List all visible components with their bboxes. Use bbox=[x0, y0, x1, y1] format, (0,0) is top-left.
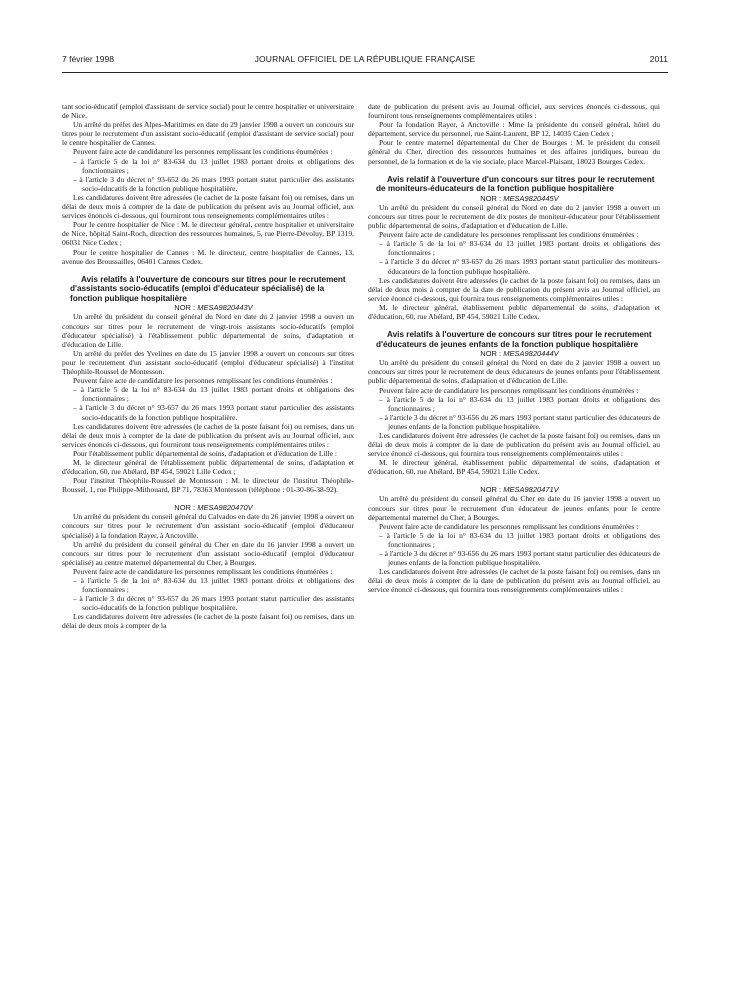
nor-reference: NOR : MESA9820444V bbox=[480, 349, 559, 359]
list-item: – à l'article 3 du décret n° 93-656 du 26 mars 1993 portant statut particulier des éducateurs de jeunes enfants de la fonction publique hospitalière. bbox=[379, 549, 660, 568]
list-item: – à l'article 5 de la loi n° 83-634 du 13 juillet 1983 portant droits et obligations des fonctionnaires ; bbox=[73, 576, 354, 595]
left-column bbox=[62, 102, 354, 631]
nor-reference: NOR : MESA9820445V bbox=[480, 193, 559, 203]
paragraph: Un arrêté du préfet des Alpes-Maritimes en date du 29 janvier 1998 a ouvert un concours sur titres pour le recrutement d'un assistant socio-éducatif (emploi d'assistant de service social) pour le centre hospitalier de Cannes. bbox=[62, 120, 354, 148]
paragraph: M. le directeur général de l'établissement public départemental de soins, d'adaptation et d'éducation, 60, rue Abélard, BP 454, 59021 Lille Cedex ; bbox=[62, 457, 354, 477]
page-header bbox=[62, 54, 668, 70]
paragraph: M. le directeur général, établissement public départemental de soins, d'adaptation et d'éducation, 60, rue Abélard, BP 454, 59021 Lille Cedex. bbox=[368, 458, 660, 477]
nor-reference: NOR : MESA9820443V bbox=[174, 303, 253, 313]
page-number: 2011 bbox=[649, 54, 668, 64]
paragraph: Peuvent faire acte de candidature les personnes remplissant les conditions énumérées : bbox=[73, 566, 333, 576]
issue-date: 7 février 1998 bbox=[62, 54, 114, 64]
paragraph: Les candidatures doivent être adressées (le cachet de la poste faisant foi) ou remises, dans un délai de deux mois à compter de la date de publication du présent avis au Journal officiel, aux services énoncés ci-dessous, qui fourniront tous renseignements complémentaires utiles : bbox=[62, 421, 354, 449]
list-item: – à l'article 3 du décret n° 93-652 du 26 mars 1993 portant statut particulier des assistants socio-éducatifs de la fonction publique hospitalière. bbox=[73, 174, 354, 193]
section-title: Avis relatifs à l'ouverture de concours sur titres pour le recrutement d'éducateurs de jeunes enfants de la fonction publique hospitalière bbox=[376, 330, 652, 349]
list-item: – à l'article 3 du décret n° 93-657 du 26 mars 1993 portant statut particulier des assistants socio-éducatifs de la fonction publique hospitalière. bbox=[73, 403, 354, 422]
paragraph: Un arrêté du président du conseil général du Cher en date du 16 janvier 1998 a ouvert un concours sur titres pour le recrutement d'un assistant socio-éducatif (emploi d'éducateur spécialisé) au centre maternel départemental du Cher, à Bourges. bbox=[62, 539, 354, 567]
list-item: – à l'article 5 de la loi n° 83-634 du 13 juillet 1983 portant droits et obligations des fonctionnaires ; bbox=[73, 385, 354, 404]
paragraph: Un arrêté du président du conseil général du Calvados en date du 26 janvier 1998 a ouvert un concours sur titres pour le recrutement d'un assistant socio-éducatif (emploi d'éducateur spécialisé) à la fondation Rayer, à Anctoville. bbox=[62, 512, 354, 540]
paragraph: Pour l'institut Théophile-Roussel de Montesson : M. le directeur de l'institut Théophile-Roussel, 1, rue Philippe-Mithouard, BP 71, 78363 Montesson (téléphone : 01-30-86-38-92). bbox=[62, 476, 354, 495]
paragraph: Un arrêté du préfet des Yvelines en date du 15 janvier 1998 a ouvert un concours sur titres pour le recrutement d'un assistant socio-éducatif (emploi d'éducateur spécialisé) à l'institut Théophile-Roussel de Montesson. bbox=[62, 348, 354, 377]
list-item: – à l'article 5 de la loi n° 83-634 du 13 juillet 1983 portant droits et obligations des fonctionnaires ; bbox=[379, 239, 660, 258]
paragraph: Pour la fondation Rayer, à Anctoville : Mme la présidente du conseil général, hôtel du département, service du personnel, rue Saint-Laurent, BP 12, 14035 Caen Cedex ; bbox=[368, 120, 660, 139]
paragraph: date de publication du présent avis au Journal officiel, aux services énoncés ci-dessous, qui fourniront tous renseignements complémentaires utiles : bbox=[368, 102, 660, 121]
list-item: – à l'article 3 du décret n° 93-657 du 26 mars 1993 portant statut particulier des moniteurs-éducateurs de la fonction publique hospitalière. bbox=[379, 257, 660, 276]
paragraph: Pour l'établissement public départemental de soins, d'adaptation et d'éducation de Lille : bbox=[73, 448, 337, 458]
paragraph: Un arrêté du président du conseil général du Cher en date du 16 janvier 1998 a ouvert un concours sur titres pour le recrutement d'un éducateur de jeunes enfants pour le centre départemental maternel du Cher, à Bourges. bbox=[368, 494, 660, 522]
paragraph: Les candidatures doivent être adressées (le cachet de la poste faisant foi) ou remises, dans un délai de deux mois à compter de la date de publication du présent avis au Journal officiel, au service énoncé ci-dessous, qui fournira tous renseignements complémentaires utiles : bbox=[368, 567, 660, 595]
paragraph: Les candidatures doivent être adressées (le cachet de la poste faisant foi) ou remises, dans un délai de deux mois à compter de la bbox=[62, 612, 354, 631]
section-title: Avis relatifs à l'ouverture de concours sur titres pour le recrutement d'assistants socio-éducatifs (emploi d'éducateur spécialisé) de la fonction publique hospitalière bbox=[70, 274, 346, 303]
paragraph: Pour le centre hospitalier de Cannes : M. le directeur, centre hospitalier de Cannes, 13, avenue des Broussailles, 06401 Cannes Cedex. bbox=[62, 247, 354, 266]
paragraph: Pour le centre maternel départemental du Cher de Bourges : M. le président du conseil général du Cher, direction des ressources humaines et des affaires juridiques, bureau du personnel, de la formation et de la vie sociale, place Marcel-Plaisant, 18023 Bourges Cedex. bbox=[368, 138, 660, 166]
right-column bbox=[368, 102, 660, 595]
list-item: – à l'article 3 du décret n° 93-657 du 26 mars 1993 portant statut particulier des assistants socio-éducatifs de la fonction publique hospitalière. bbox=[73, 594, 354, 613]
journal-title: JOURNAL OFFICIEL DE LA RÉPUBLIQUE FRANÇAISE bbox=[254, 54, 476, 64]
list-item: – à l'article 5 de la loi n° 83-634 du 13 juillet 1983 portant droits et obligations des fonctionnaires ; bbox=[379, 394, 660, 413]
paragraph: Pour le centre hospitalier de Nice : M. le directeur général, centre hospitalier et universitaire de Nice, hôpital Saint-Roch, direction des ressources humaines, 5, rue Pierre-Dévoluy, BP 1319, 06031 Nice Cedex ; bbox=[62, 220, 354, 248]
list-item: – à l'article 5 de la loi n° 83-634 du 13 juillet 1983 portant droits et obligations des fonctionnaires ; bbox=[73, 156, 354, 175]
paragraph: Peuvent faire acte de candidature les personnes remplissant les conditions énumérées : bbox=[379, 385, 639, 395]
list-item: – à l'article 3 du décret n° 93-656 du 26 mars 1993 portant statut particulier des éducateurs de jeunes enfants de la fonction publique hospitalière. bbox=[379, 412, 660, 431]
paragraph: Les candidatures doivent être adressées (le cachet de la poste faisant foi) ou remises, dans un délai de deux mois à compter de la date de publication du présent avis au Journal officiel, aux services énoncés ci-dessous, qui fourniront tous renseignements complémentaires utiles : bbox=[62, 192, 354, 221]
list-item: – à l'article 5 de la loi n° 83-634 du 13 juillet 1983 portant droits et obligations des fonctionnaires ; bbox=[379, 530, 660, 549]
paragraph: Les candidatures doivent être adressées (le cachet de la poste faisant foi) ou remises, dans un délai de deux mois à compter de la date de publication du présent avis au Journal officiel, au service énoncé ci-dessous, qui fournira tous renseignements complémentaires utiles : bbox=[368, 275, 660, 303]
nor-reference: NOR : MESA9820471V bbox=[480, 485, 559, 495]
paragraph: Les candidatures doivent être adressées (le cachet de la poste faisant foi) ou remises, dans un délai de deux mois à compter de la date de publication du présent avis au Journal officiel, au service énoncé ci-dessous, qui fournira tous renseignements complémentaires utiles : bbox=[368, 431, 660, 459]
paragraph: Un arrêté du président du conseil général du Nord en date du 2 janvier 1998 a ouvert un concours sur titres pour le recrutement de deux éducateurs de jeunes enfants pour l'établissement public départemental de soins, d'adaptation et d'éducation de Lille. bbox=[368, 358, 660, 386]
paragraph: Peuvent faire acte de candidature les personnes remplissant les conditions énumérées : bbox=[73, 147, 333, 157]
header-rule bbox=[62, 72, 668, 73]
paragraph: Un arrêté du président du conseil général du Nord en date du 2 janvier 1998 a ouvert un concours sur titres pour le recrutement de dix postes de moniteur-éducateur pour l'établissement public départemental de soins, d'adaptation et d'éducation de Lille. bbox=[368, 202, 660, 231]
paragraph: Un arrêté du président du conseil général du Nord en date du 2 janvier 1998 a ouvert un concours sur titres pour le recrutement de vingt-trois assistants socio-éducatifs (emploi d'éducateur spécialisé) à l'établissement public départemental de soins, d'adaptation et d'éducation de Lille. bbox=[62, 312, 354, 349]
section-title: Avis relatif à l'ouverture d'un concours sur titres pour le recrutement de moniteurs-éducateurs de la fonction publique hospitalière bbox=[376, 174, 655, 194]
paragraph: Peuvent faire acte de candidature les personnes remplissant les conditions énumérées : bbox=[379, 521, 639, 531]
paragraph: Peuvent faire acte de candidature les personnes remplissant les conditions énumérées : bbox=[379, 230, 639, 240]
paragraph: tant socio-éducatif (emploi d'assistant de service social) pour le centre hospitalier et universitaire de Nice. bbox=[62, 102, 354, 121]
paragraph: Peuvent faire acte de candidature les personnes remplissant les conditions énumérées : bbox=[73, 376, 333, 386]
paragraph: M. le directeur général, établissement public départemental de soins, d'adaptation et d'éducation, 60, rue Abélard, BP 454, 59021 Lille Cedex. bbox=[368, 302, 660, 321]
nor-reference: NOR : MESA9820470V bbox=[174, 503, 253, 513]
